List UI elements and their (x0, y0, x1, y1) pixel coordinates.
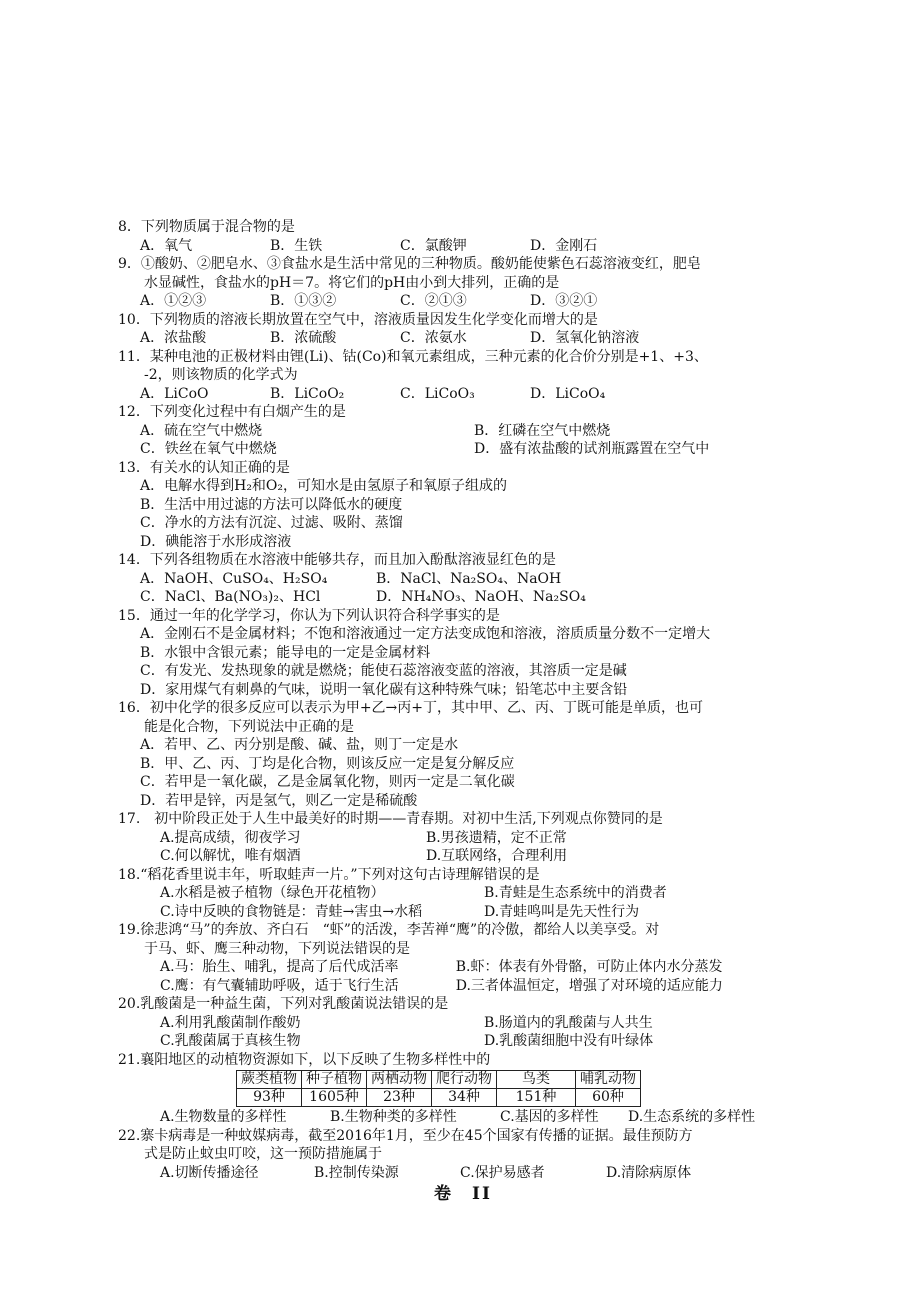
question-15: 15．通过一年的化学学习，你认为下列认识符合科学事实的是 (118, 607, 500, 624)
q12-option-c: C．铁丝在氧气中燃烧 (140, 441, 277, 457)
q9-option-d: D．③②① (530, 293, 598, 309)
table-cell: 34种 (432, 1089, 497, 1107)
q15-option-a (118, 625, 808, 644)
q10-option-a: A．浓盐酸 (140, 330, 207, 346)
q10-option-d: D．氢氧化钠溶液 (530, 330, 640, 346)
q17-option-c: C.何以解忧，唯有烟酒 (160, 848, 301, 864)
q22-option-a: A.切断传播途径 (160, 1164, 259, 1181)
q18-options-row1 (118, 884, 808, 903)
q15-option-b-text: B．水银中含银元素；能导电的一定是金属材料 (140, 644, 431, 661)
q17-option-d: D.互联网络，合理利用 (426, 848, 568, 864)
q10-option-c: C．浓氨水 (400, 330, 467, 346)
q14-options-row2 (118, 588, 808, 607)
question-19: 19.徐悲鸿“马”的奔放、齐白石 “虾”的活泼，李苦禅“鹰”的冷傲，都给人以美享受。对 (118, 922, 660, 938)
question-22-cont: 式是防止蚊虫叮咬，这一预防措施属于 (144, 1146, 382, 1162)
q17-option-a: A.提高成绩，彻夜学习 (160, 829, 301, 846)
question-20: 20.乳酸菌是一种益生菌，下列对乳酸菌说法错误的是 (118, 996, 449, 1012)
q17-options-row1 (118, 829, 808, 848)
table-header-cell: 蕨类植物 (237, 1071, 302, 1089)
q13-option-b-text: B．生活中用过滤的方法可以降低水的硬度 (140, 496, 403, 513)
q14-option-b: B．NaCl、Na₂SO₄、NaOH (376, 570, 562, 587)
question-19-cont: 于马、虾、鹰三种动物，下列说法错误的是 (144, 940, 410, 957)
q12-option-d: D．盛有浓盐酸的试剂瓶露置在空气中 (474, 441, 710, 457)
q8-option-b: B．生铁 (270, 237, 323, 254)
q10-options (118, 329, 808, 348)
q18-option-a: A.水稻是被子植物（绿色开花植物） (160, 885, 385, 901)
q14-option-c: C．NaCl、Ba(NO₃)₂、HCl (140, 589, 321, 605)
q16-option-c-text: C．若甲是一氧化碳，乙是金属氧化物，则丙一定是二氧化碳 (140, 774, 515, 790)
q13-option-d (118, 533, 808, 552)
q22-option-b: B.控制传染源 (314, 1164, 399, 1181)
question-21: 21.襄阳地区的动植物资源如下，以下反映了生物多样性中的 (118, 1051, 491, 1068)
question-8: 8．下列物质属于混合物的是 (118, 219, 295, 235)
table-header-cell: 两栖动物 (367, 1071, 432, 1089)
q19-option-b: B.虾：体表有外骨骼，可防止体内水分蒸发 (455, 959, 723, 975)
species-table (236, 1070, 641, 1107)
table-header-cell: 鸟类 (497, 1071, 576, 1089)
question-9-cont: 水显碱性，食盐水的pH＝7。将它们的pH由小到大排列，正确的是 (144, 274, 560, 291)
table-cell: 60种 (576, 1089, 641, 1107)
q21-option-b: B.生物种类的多样性 (330, 1109, 457, 1125)
q20-option-b: B.肠道内的乳酸菌与人共生 (484, 1014, 653, 1031)
q16-option-b-text: B．甲、乙、丙、丁均是化合物，则该反应一定是复分解反应 (140, 755, 515, 772)
q14-options-row1 (118, 570, 808, 589)
q21-option-c: C.基因的多样性 (500, 1109, 599, 1125)
q22-options (118, 1164, 808, 1183)
q15-option-a-text: A．金刚石不是金属材料；不饱和溶液通过一定方法变成饱和溶液，溶质质量分数不一定增大 (140, 626, 711, 642)
q19-options-row1 (118, 958, 808, 977)
q12-options-row1 (118, 422, 808, 441)
q18-options-row2 (118, 903, 808, 922)
q11-option-b: B．LiCoO₂ (270, 385, 345, 402)
question-11: 11．某种电池的正极材料由锂(Li)、钴(Co)和氧元素组成，三种元素的化合价分别是+1、+3、 (118, 348, 708, 365)
question-16: 16．初中化学的很多反应可以表示为甲+乙→丙+丁，其中甲、乙、丙、丁既可能是单质，也可 (118, 700, 704, 716)
q15-option-d-text: D．家用煤气有刺鼻的气味，说明一氧化碳有这种特殊气味；铅笔芯中主要含铅 (140, 681, 628, 698)
table-cell: 93种 (237, 1089, 302, 1107)
question-14: 14．下列各组物质在水溶液中能够共存，而且加入酚酞溶液显红色的是 (118, 552, 556, 568)
q21-option-d: D.生态系统的多样性 (628, 1109, 756, 1125)
q20-option-a: A.利用乳酸菌制作酸奶 (160, 1014, 301, 1031)
question-11-cont: -2，则该物质的化学式为 (144, 367, 298, 383)
q18-option-d: D.青蛙鸣叫是先天性行为 (484, 903, 640, 920)
q20-option-d: D.乳酸菌细胞中没有叶绿体 (484, 1033, 654, 1049)
q16-option-d-text: D．若甲是锌，丙是氢气，则乙一定是稀硫酸 (140, 792, 418, 809)
table-cell: 151种 (497, 1089, 576, 1107)
q16-option-c (118, 773, 808, 792)
q20-options-row2 (118, 1032, 808, 1051)
q12-options-row2 (118, 440, 808, 459)
q19-option-a: A.马：胎生、哺乳，提高了后代成活率 (160, 959, 399, 975)
q15-option-b (118, 644, 808, 663)
exam-page (118, 218, 808, 1205)
q19-option-d: D.三者体温恒定，增强了对环境的适应能力 (455, 977, 723, 994)
q11-option-d: D．LiCoO₄ (530, 385, 606, 402)
q17-options-row2 (118, 847, 808, 866)
q9-option-a: A．①②③ (140, 293, 207, 309)
q12-option-a: A．硫在空气中燃烧 (140, 422, 263, 439)
question-10: 10．下列物质的溶液长期放置在空气中，溶液质量因发生化学变化而增大的是 (118, 311, 598, 328)
q19-option-c: C.鹰：有气囊辅助呼吸，适于飞行生活 (160, 977, 399, 994)
q11-option-a: A．LiCoO (140, 385, 209, 402)
species-table-header-row (237, 1071, 641, 1089)
q15-option-d (118, 681, 808, 700)
q16-option-b (118, 755, 808, 774)
q13-option-d-text: D．碘能溶于水形成溶液 (140, 533, 292, 550)
section-heading: 卷 II (434, 1184, 492, 1204)
table-header-cell: 爬行动物 (432, 1071, 497, 1089)
question-12: 12．下列变化过程中有白烟产生的是 (118, 404, 346, 420)
question-17: 17. 初中阶段正处于人生中最美好的时期——青春期。对初中生活,下列观点你赞同的是 (118, 811, 663, 827)
q17-option-b: B.男孩遗精，定不正常 (426, 829, 567, 846)
question-22: 22.寨卡病毒是一种蚊媒病毒，截至2016年1月，至少在45个国家有传播的证据。最佳预防方 (118, 1127, 693, 1144)
q16-option-d (118, 792, 808, 811)
q22-option-d: D.清除病原体 (606, 1164, 692, 1181)
q9-options (118, 292, 808, 311)
q20-option-c: C.乳酸菌属于真核生物 (160, 1033, 301, 1049)
q21-option-a: A.生物数量的多样性 (160, 1109, 287, 1125)
question-13: 13．有关水的认知正确的是 (118, 459, 290, 476)
q11-option-c: C．LiCoO₃ (400, 385, 475, 402)
q15-option-c-text: C．有发光、发热现象的就是燃烧；能使石蕊溶液变蓝的溶液，其溶质一定是碱 (140, 663, 627, 679)
q13-option-b (118, 496, 808, 515)
q18-option-c: C.诗中反映的食物链是：青蛙→害虫→水稻 (160, 903, 423, 920)
q20-options-row1 (118, 1014, 808, 1033)
q10-option-b: B．浓硫酸 (270, 330, 337, 346)
species-table-value-row (237, 1089, 641, 1107)
q18-option-b: B.青蛙是生态系统中的消费者 (484, 885, 667, 901)
q13-option-c-text: C．净水的方法有沉淀、过滤、吸附、蒸馏 (140, 515, 403, 531)
table-header-cell: 哺乳动物 (576, 1071, 641, 1089)
q21-options (118, 1108, 808, 1127)
q13-option-c (118, 514, 808, 533)
q8-option-a: A．氧气 (140, 237, 193, 254)
question-18: 18.“稻花香里说丰年，听取蛙声一片。”下列对这句古诗理解错误的是 (118, 866, 540, 883)
q13-option-a-text: A．电解水得到H₂和O₂，可知水是由氢原子和氧原子组成的 (140, 478, 508, 494)
q11-options (118, 385, 808, 404)
q16-option-a-text: A．若甲、乙、丙分别是酸、碱、盐，则丁一定是水 (140, 737, 459, 753)
q19-options-row2 (118, 977, 808, 996)
q9-option-b: B．①③② (270, 293, 337, 309)
q8-options (118, 237, 808, 256)
q16-option-a (118, 736, 808, 755)
q14-option-a: A．NaOH、CuSO₄、H₂SO₄ (140, 570, 328, 587)
q14-option-d: D．NH₄NO₃、NaOH、Na₂SO₄ (376, 589, 586, 605)
q9-option-c: C．②①③ (400, 293, 467, 309)
q22-option-c: C.保护易感者 (460, 1164, 545, 1181)
question-9: 9．①酸奶、②肥皂水、③食盐水是生活中常见的三种物质。酸奶能使紫色石蕊溶液变红，肥皂 (118, 256, 701, 272)
q8-option-d: D．金刚石 (530, 237, 598, 254)
q13-option-a (118, 477, 808, 496)
question-16-cont: 能是化合物，下列说法中正确的是 (144, 718, 354, 735)
table-header-cell: 种子植物 (302, 1071, 367, 1089)
q8-option-c: C．氯酸钾 (400, 237, 467, 254)
q12-option-b: B．红磷在空气中燃烧 (474, 422, 611, 439)
table-cell: 1605种 (302, 1089, 367, 1107)
table-cell: 23种 (367, 1089, 432, 1107)
q15-option-c (118, 662, 808, 681)
